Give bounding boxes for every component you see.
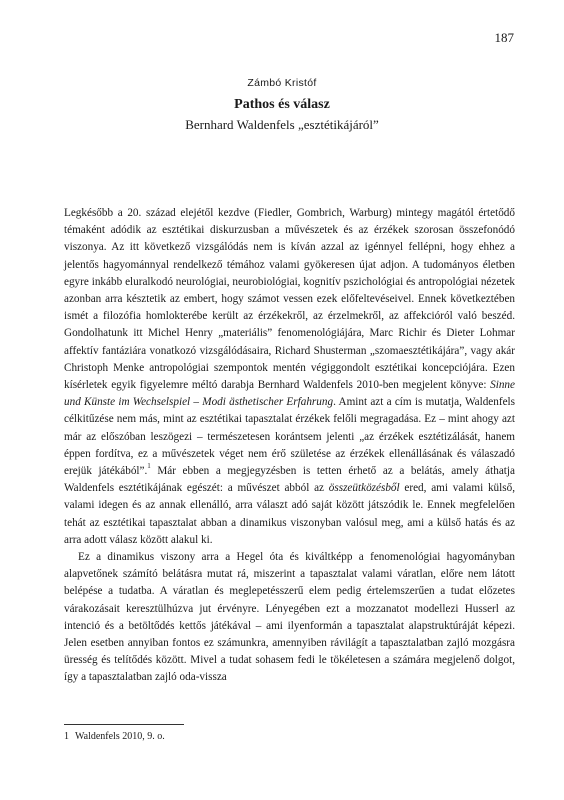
article-subtitle: Bernhard Waldenfels „esztétikájáról” [185, 117, 379, 132]
p1-text-a: Legkésőbb a 20. század elejétől kezdve (Fiedler, Gombrich, Warburg) mintegy magától értetődő témaként adódik az esztétikai diskurzusban a művészetek és az érzékek szorosan összefonódó viszonya. Az itt következő vizsgálódás nem is kíván azzal az igénnyel fellépni, hogy ehhez a jelentős hagyománnyal rendelkező témához valami gyökeresen újat adjon. A tudományos életben egyre inkább eluralkodó neurológiai, neurobiológiai, kognitív pszichológiai és antropológiai nézetek azonban arra késztetik az embert, hogy számot vessen ezek előfeltevéseivel. Ennek következtében ismét a filozófia homlokterébe került az érzékekről, az érzelmekről, az affekcióról való beszéd. Gondolhatunk itt Michel Henry „materiális” fenomenológiájára, Marc Richir és Dieter Lohmar affektív fantáziára vonatkozó vizsgálódásaira, Richard Shusterman „szomaesztétikájára”, vagy akár Christoph Menke antropológiai szempontok mentén végiggondolt esztétikai koncepciójára. Ezen kísérletek egyik figyelemre méltó darabja Bernhard Waldenfels 2010-ben megjelent könyve: [64, 207, 515, 392]
footnote-text: Waldenfels 2010, 9. o. [75, 731, 165, 742]
page-number: 187 [494, 30, 514, 45]
footnote-number: 1 [64, 731, 69, 742]
article-body [64, 205, 515, 687]
paragraph-1 [64, 205, 515, 549]
footnote-reference[interactable]: 1 [147, 462, 151, 471]
p1-text-c: Már ebben a megjegyzésben is tetten érhető az a belátás, amely áthatja Waldenfels esztétikájának egészét: a művészet abból az [64, 465, 515, 495]
emphasized-term: összeütközésből [328, 482, 400, 495]
p1-text-b: . Amint azt a cím is mutatja, Waldenfels célkitűzése nem más, mint az esztétikai tapasztalat érzékek felőli megragadása. Ez – mint ahogy azt már az előszóban leszögezi – természetesen korántsem jelenti „az érzékek esztétizálását, hanem éppen fordítva, ez a művészetek véget nem érő születése az érzékek ellenállásának és válaszadó erejük játékából”. [64, 396, 516, 478]
article-title: Pathos és válasz [234, 97, 330, 112]
author-name: Zámbó Kristóf [247, 77, 317, 89]
footnote-divider [64, 724, 184, 725]
footnote [64, 731, 165, 742]
paragraph-2: Ez a dinamikus viszony arra a Hegel óta és kiváltképp a fenomenológiai hagyományban alapvetőnek számító belátásra mutat rá, miszerint a tapasztalat valami váratlan, előre nem látott belépése a tudatba. A váratlan és meglepetésszerű elem pedig értelemszerűen a tudat előzetes várakozásait keresztülhúzva jut érvényre. Lényegében ezt a mozzanatot modellezi Husserl az intenció és a betöltődés kettős játékával – ami ilyenformán a tapasztalat alapstruktúráját képezi. Jelen esetben annyiban fontos ez számunkra, amennyiben rávilágít a tapasztalatban zajló mozgásra üresség és telítődés között. Mivel a tudat sohasem fedi le tökéletesen a számára megjelenő dolgot, így a tapasztalatban zajló oda-vissza [64, 551, 515, 684]
p1-text-d: ered, ami valami külső, valami idegen és az annak ellenálló, arra választ adó saját között játszódik le. Ennek megfelelően tehát az esztétikai tapasztalat abban a dinamikus viszonyban valósul meg, ami a külső hatás és az arra adott válasz között alakul ki. [64, 482, 515, 546]
book-title: Sinne und Künste im Wechselspiel – Modi ästhetischer Erfahrung [64, 379, 515, 409]
